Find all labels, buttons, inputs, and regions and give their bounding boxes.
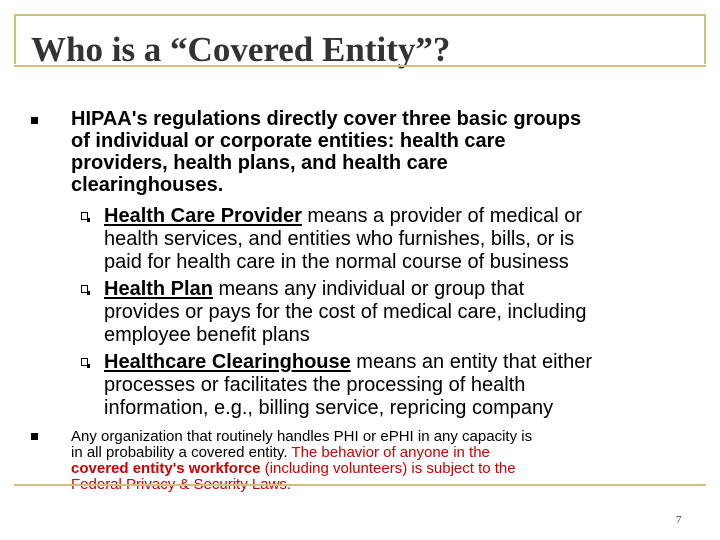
sub-item-1-line-2: health services, and entities who furnishes, bills, or is [104, 228, 575, 250]
slide-title: Who is a “Covered Entity”? [31, 30, 451, 69]
covered-entity-workforce: covered entity's workforce [71, 460, 261, 477]
sub-bullet-marker-2 [81, 285, 88, 293]
title-divider [14, 65, 706, 67]
frame-top-border [14, 14, 706, 16]
bullet-2-line-2: in all probability a covered entity. The behavior of anyone in the [71, 444, 490, 461]
term-health-care-provider: Health Care Provider [104, 205, 302, 227]
sub-bullet-marker-1 [81, 212, 88, 220]
bullet-marker-2 [31, 433, 38, 440]
bullet-2-line-3: covered entity's workforce (including volunteers) is subject to the [71, 460, 516, 477]
sub-item-1-line-1: Health Care Provider means a provider of medical or [104, 205, 582, 227]
bullet-1-line-3: providers, health plans, and health care [71, 152, 448, 174]
frame-left-border [14, 14, 16, 64]
sub-item-2-line-1: Health Plan means any individual or group that [104, 278, 525, 300]
footer-divider [14, 484, 706, 486]
sub-item-3-line-2: processes or facilitates the processing of health [104, 374, 526, 396]
term-healthcare-clearinghouse: Healthcare Clearinghouse [104, 351, 351, 373]
bullet-2-line-4: Federal Privacy & Security Laws. [71, 476, 292, 493]
page-number: 7 [676, 514, 682, 526]
bullet-marker-1 [31, 117, 38, 124]
sub-item-1-line-3: paid for health care in the normal course of business [104, 251, 569, 273]
sub-item-2-line-3: employee benefit plans [104, 324, 310, 346]
sub-item-3-line-1: Healthcare Clearinghouse means an entity that either [104, 351, 592, 373]
term-health-plan: Health Plan [104, 278, 213, 300]
sub-bullet-marker-3 [81, 358, 88, 366]
sub-item-3-line-3: information, e.g., billing service, repricing company [104, 397, 554, 419]
bullet-1-line-1: HIPAA's regulations directly cover three basic groups [71, 108, 582, 130]
bullet-1-line-4: clearinghouses. [71, 174, 224, 196]
sub-item-2-line-2: provides or pays for the cost of medical care, including [104, 301, 587, 323]
bullet-2-line-1: Any organization that routinely handles PHI or ePHI in any capacity is [71, 428, 533, 445]
frame-right-border [704, 14, 706, 64]
bullet-1-line-2: of individual or corporate entities: health care [71, 130, 506, 152]
